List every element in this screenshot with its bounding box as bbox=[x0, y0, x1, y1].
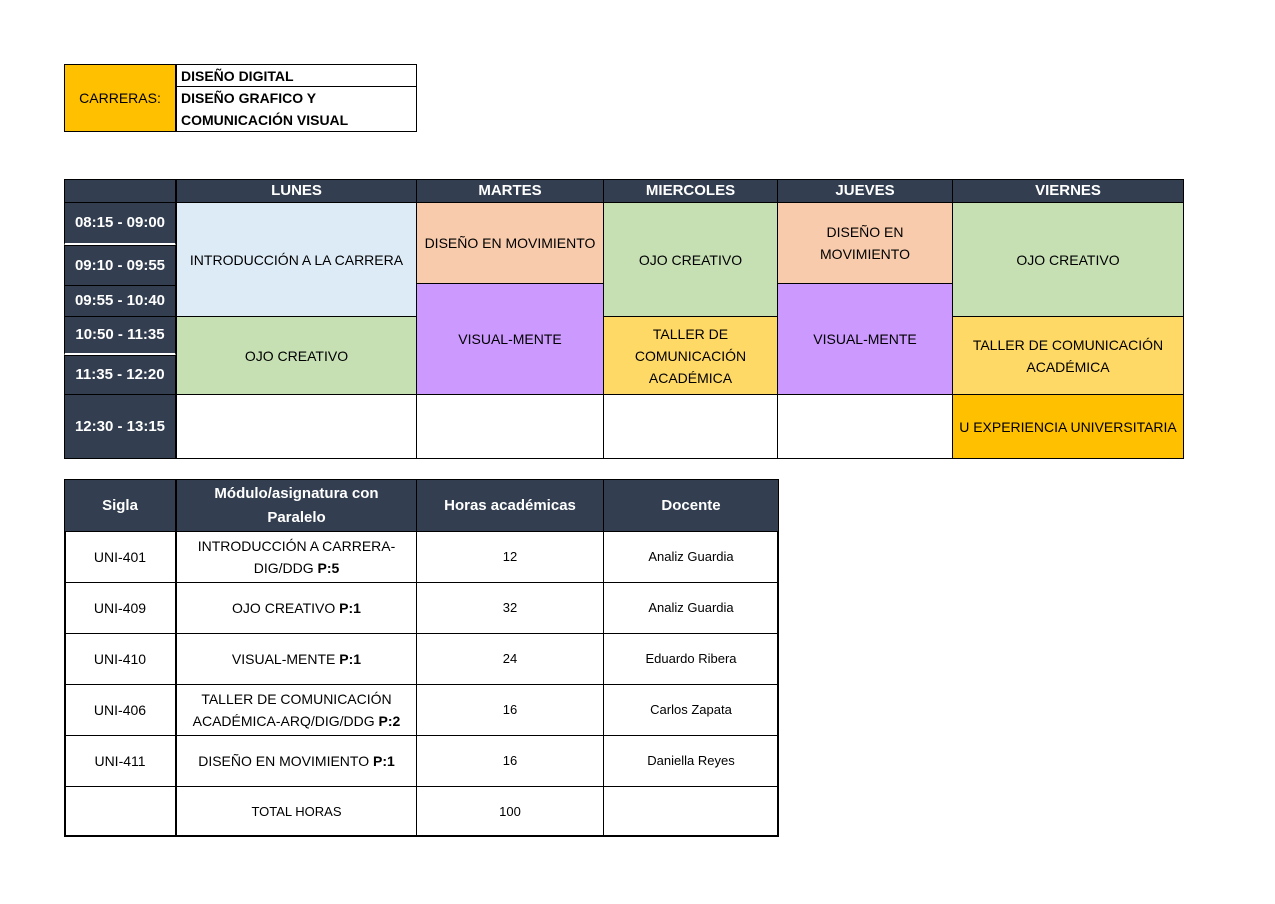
table-row-modulo bbox=[176, 582, 417, 634]
time-slot: 09:10 - 09:55 bbox=[64, 245, 176, 286]
careers-label: CARRERAS: bbox=[64, 64, 176, 132]
table-row-docente: Carlos Zapata bbox=[603, 684, 779, 736]
modulo-name: TALLER DE COMUNICACIÓN ACADÉMICA-ARQ/DIG/DDG bbox=[192, 691, 392, 729]
total-label: TOTAL HORAS bbox=[176, 786, 417, 837]
schedule-corner bbox=[64, 179, 176, 203]
table-row-sigla: UNI-401 bbox=[64, 531, 176, 583]
day-header-jueves: JUEVES bbox=[777, 179, 953, 203]
class-block-intro-carrera: INTRODUCCIÓN A LA CARRERA bbox=[176, 202, 417, 317]
empty-slot bbox=[777, 394, 953, 459]
day-header-martes: MARTES bbox=[416, 179, 604, 203]
time-slot: 11:35 - 12:20 bbox=[64, 355, 176, 395]
paralelo: P:5 bbox=[317, 560, 340, 576]
paralelo: P:1 bbox=[372, 753, 395, 769]
table-row-modulo bbox=[176, 531, 417, 583]
class-block-taller-comunicacion: TALLER DE COMUNICACIÓN ACADÉMICA bbox=[603, 316, 778, 395]
time-slot: 08:15 - 09:00 bbox=[64, 202, 176, 246]
table-row-modulo bbox=[176, 633, 417, 685]
table-row-docente: Analiz Guardia bbox=[603, 582, 779, 634]
table-row-sigla: UNI-411 bbox=[64, 735, 176, 787]
career-item: DISEÑO DIGITAL bbox=[176, 64, 417, 87]
col-header-horas: Horas académicas bbox=[416, 479, 604, 532]
class-block-ojo-creativo: OJO CREATIVO bbox=[603, 202, 778, 317]
table-row-horas: 12 bbox=[416, 531, 604, 583]
class-block-ojo-creativo: OJO CREATIVO bbox=[952, 202, 1184, 317]
table-row-docente: Daniella Reyes bbox=[603, 735, 779, 787]
time-slot: 10:50 - 11:35 bbox=[64, 316, 176, 356]
table-row-horas: 32 bbox=[416, 582, 604, 634]
table-row-modulo bbox=[176, 735, 417, 787]
class-block-taller-comunicacion: TALLER DE COMUNICACIÓN ACADÉMICA bbox=[952, 316, 1184, 395]
paralelo: P:1 bbox=[339, 600, 361, 616]
time-slot: 12:30 - 13:15 bbox=[64, 394, 176, 459]
empty-slot bbox=[176, 394, 417, 459]
modulo-name: INTRODUCCIÓN A CARRERA-DIG/DDG bbox=[197, 538, 396, 576]
total-value: 100 bbox=[416, 786, 604, 837]
table-row-sigla: UNI-406 bbox=[64, 684, 176, 736]
total-row-empty bbox=[64, 786, 176, 837]
table-row-docente: Eduardo Ribera bbox=[603, 633, 779, 685]
class-block-experiencia-universitaria: U EXPERIENCIA UNIVERSITARIA bbox=[952, 394, 1184, 459]
day-header-lunes: LUNES bbox=[176, 179, 417, 203]
col-header-sigla: Sigla bbox=[64, 479, 176, 532]
class-block-visual-mente: VISUAL-MENTE bbox=[416, 283, 604, 395]
day-header-miercoles: MIERCOLES bbox=[603, 179, 778, 203]
paralelo: P:1 bbox=[339, 651, 362, 667]
table-row-horas: 16 bbox=[416, 735, 604, 787]
col-header-docente: Docente bbox=[603, 479, 779, 532]
day-header-viernes: VIERNES bbox=[952, 179, 1184, 203]
table-row-sigla: UNI-410 bbox=[64, 633, 176, 685]
class-block-visual-mente: VISUAL-MENTE bbox=[777, 283, 953, 395]
modulo-name: VISUAL-MENTE bbox=[231, 651, 336, 667]
empty-slot bbox=[603, 394, 778, 459]
table-row-horas: 24 bbox=[416, 633, 604, 685]
career-item: DISEÑO GRAFICO Y COMUNICACIÓN VISUAL bbox=[176, 86, 417, 132]
table-row-modulo bbox=[176, 684, 417, 736]
modulo-name: DISEÑO EN MOVIMIENTO bbox=[198, 753, 370, 769]
empty-slot bbox=[416, 394, 604, 459]
col-header-modulo: Módulo/asignatura con Paralelo bbox=[176, 479, 417, 532]
paralelo: P:2 bbox=[378, 713, 401, 729]
table-row-sigla: UNI-409 bbox=[64, 582, 176, 634]
total-row-empty bbox=[603, 786, 779, 837]
time-slot: 09:55 - 10:40 bbox=[64, 285, 176, 317]
class-block-diseno-movimiento: DISEÑO EN MOVIMIENTO bbox=[777, 202, 953, 284]
class-block-ojo-creativo: OJO CREATIVO bbox=[176, 316, 417, 395]
modulo-name: OJO CREATIVO bbox=[232, 600, 336, 616]
table-row-docente: Analiz Guardia bbox=[603, 531, 779, 583]
class-block-diseno-movimiento: DISEÑO EN MOVIMIENTO bbox=[416, 202, 604, 284]
table-row-horas: 16 bbox=[416, 684, 604, 736]
